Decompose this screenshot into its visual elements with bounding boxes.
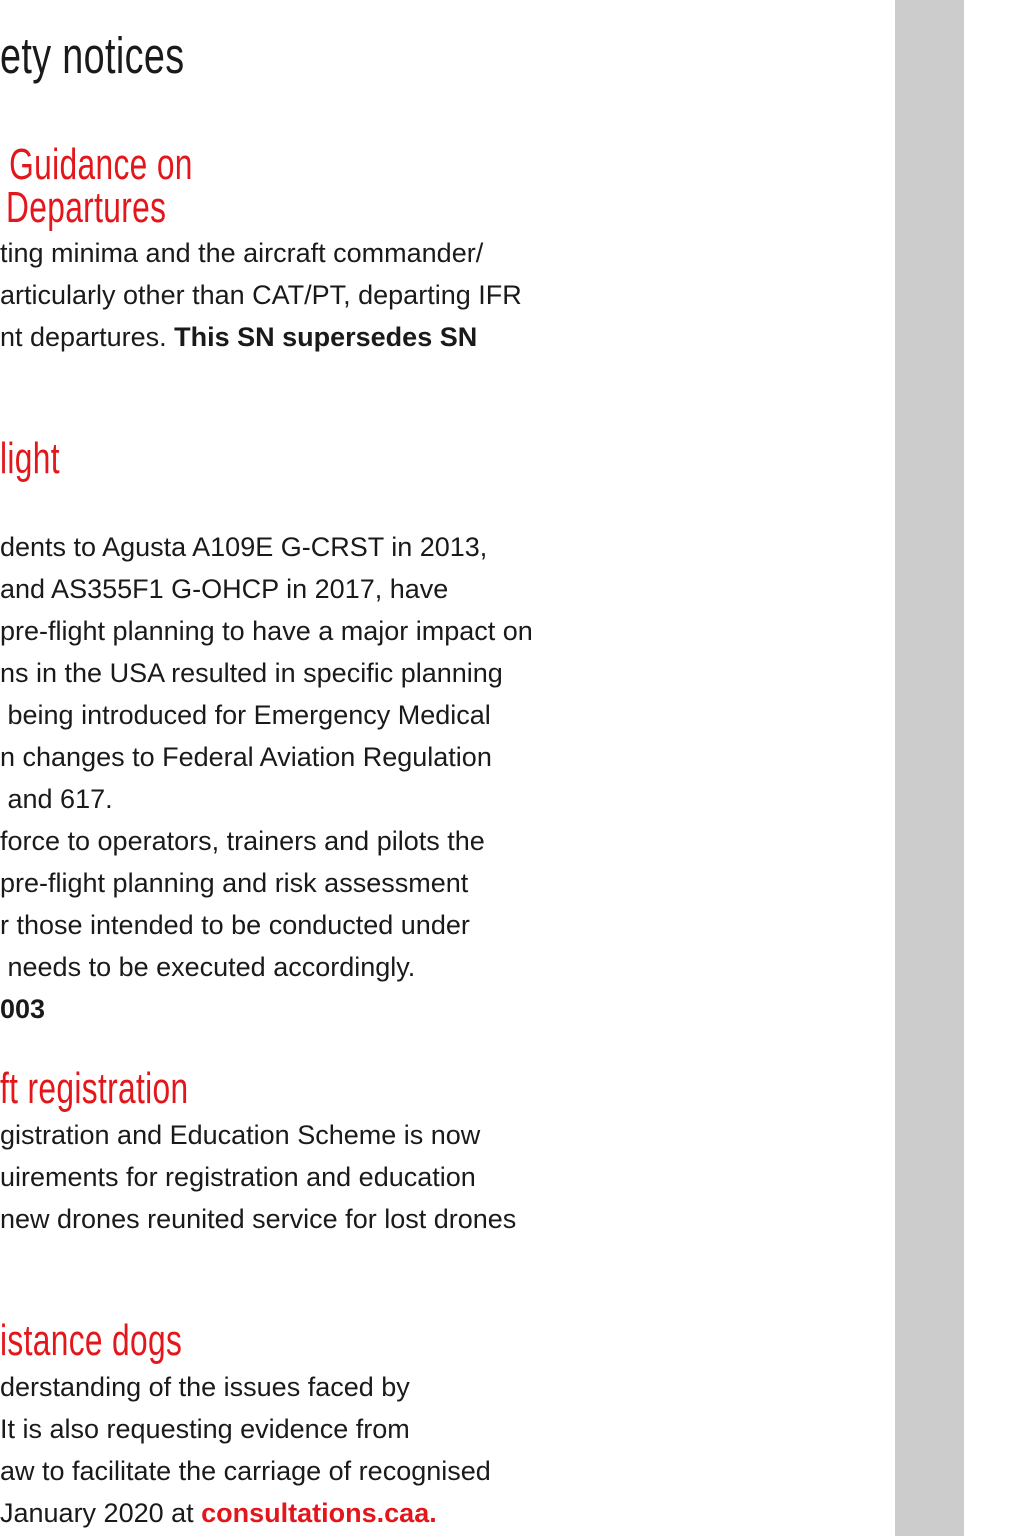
page-title: ety notices xyxy=(0,27,185,84)
body-line: gistration and Education Scheme is now xyxy=(0,1120,481,1150)
reference-number: 003 xyxy=(0,994,46,1024)
consultation-link[interactable]: consultations.caa. xyxy=(201,1498,437,1528)
body-line: and AS355F1 G-OHCP in 2017, have xyxy=(0,574,449,604)
supersedes-note: This SN supersedes SN xyxy=(174,322,478,352)
body-line: r those intended to be conducted under xyxy=(0,910,470,940)
section-heading: light xyxy=(0,434,60,483)
body-line: articularly other than CAT/PT, departing IFR xyxy=(0,280,522,310)
body-line xyxy=(0,1496,437,1530)
body-text: January 2020 at xyxy=(0,1498,202,1528)
body-line: It is also requesting evidence from xyxy=(0,1414,410,1444)
body-line xyxy=(0,320,477,354)
body-line: derstanding of the issues faced by xyxy=(0,1372,410,1402)
body-line: ting minima and the aircraft commander/ xyxy=(0,238,484,268)
body-line: being introduced for Emergency Medical xyxy=(0,700,491,730)
body-line: n changes to Federal Aviation Regulation xyxy=(0,742,492,772)
body-line: aw to facilitate the carriage of recognised xyxy=(0,1456,491,1486)
section-heading: Departures xyxy=(6,183,167,232)
side-margin-bar xyxy=(895,0,964,1536)
body-line: force to operators, trainers and pilots the xyxy=(0,826,485,856)
section-heading: istance dogs xyxy=(0,1316,183,1365)
section-heading: ft registration xyxy=(0,1064,189,1113)
body-line: ns in the USA resulted in specific planning xyxy=(0,658,503,688)
body-line: new drones reunited service for lost drones xyxy=(0,1204,517,1234)
body-line: dents to Agusta A109E G-CRST in 2013, xyxy=(0,532,488,562)
body-line: pre-flight planning and risk assessment xyxy=(0,868,469,898)
body-line: pre-flight planning to have a major impact on xyxy=(0,616,533,646)
body-line: uirements for registration and education xyxy=(0,1162,476,1192)
body-text: nt departures. xyxy=(0,322,175,352)
body-line: needs to be executed accordingly. xyxy=(0,952,416,982)
section-heading: Guidance on xyxy=(0,140,193,189)
body-line: and 617. xyxy=(0,784,113,814)
